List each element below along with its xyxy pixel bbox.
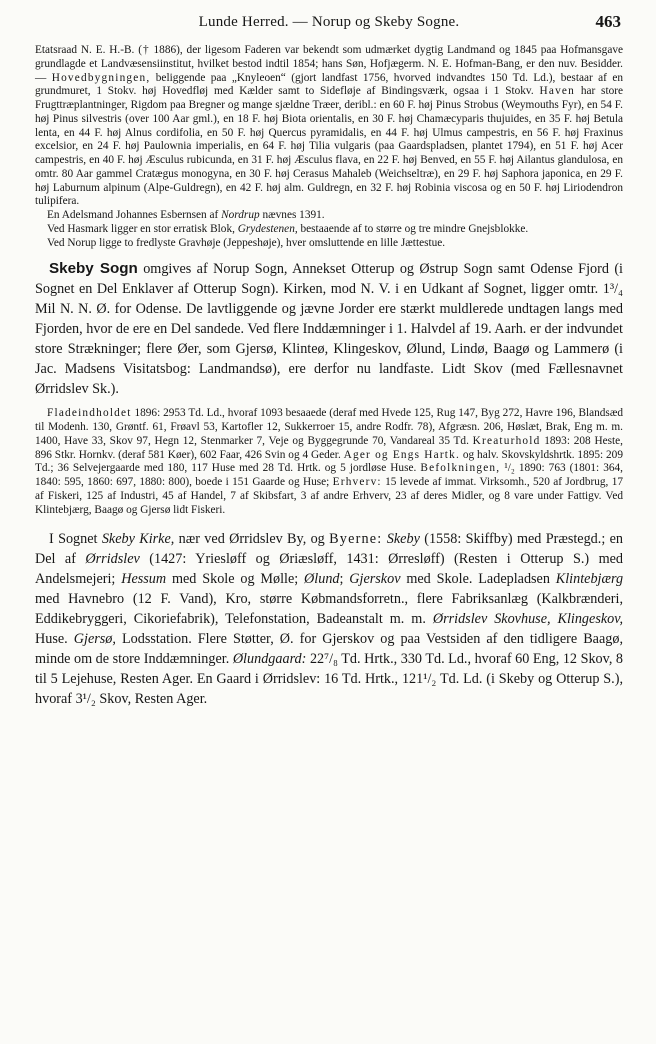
estate-section	[35, 44, 623, 250]
skeby-intro-paragraph: Skeby Sogn omgives af Norup Sogn, Annekset Otterup og Østrup Sogn samt Odense Fjord (i Sognet en Del Enklaver af Otterup Sogn). Kirken, mod N. V. i en Udkant af Sognet, ligger omtr. 1³/₄ Mil N. N. Ø. for Odense. De lavtliggende og jævne Jorder ere stærkt muldlerede undtagen langs med Fjorden, hvor de ere en Del sandede. Ved flere Inddæmninger i 1. Halvdel af 19. Aarh. er der indvundet store Strækninger; flere Øer, som Gjersø, Klinteø, Klingeskov, Ølund, Lindø, Baagø og Lammerø (i Jac. Madsens Visitatsbog: Landmandsø), ere derfor nu landfaste. Lidt Skov (med Fællesnavnet Ørridslev Sk.).	[35, 260, 623, 398]
barrows-paragraph: Ved Norup ligge to fredlyste Gravhøje (Jeppeshøje), hver omsluttende en lille Jættestue.	[47, 236, 446, 249]
boulder-paragraph: Ved Hasmark ligger en stor erratisk Blok, Grydestenen, bestaaende af to større og tre mindre Gnejsblokke.	[47, 222, 529, 235]
page-number: 463	[595, 12, 621, 31]
spaced-term: Haven	[539, 85, 575, 98]
nobleman-paragraph: En Adelsmand Johannes Esbernsen af Nordrup nævnes 1391.	[47, 209, 325, 221]
statistics-section	[35, 407, 623, 517]
statistics-paragraph: Fladeindholdet 1896: 2953 Td. Ld., hvoraf 1093 besaaede (deraf med Hvede 125, Rug 147, Byg 272, Havre 196, Blandsæd til Modenh. 130, Grøntf. 61, Frøavl 53, Kartofler 12, Sukkerroer 15, andre Rodfr. 78), Afgræsn. 206, Høslæt, Brak, Eng m. m. 1400, Have 33, Skov 97, Hegn 12, Stenmarker 7, Veje og Byggegrunde 70, Vandareal 35 Td. Kreaturhold 1893: 208 Heste, 896 Stkr. Hornkv. (deraf 581 Køer), 602 Faar, 426 Svin og 4 Geder. Ager og Engs Hartk. og halv. Skovskyldshrtk. 1895: 209 Td.; 36 Selvejergaarde med 180, 117 Huse med 28 Td. Hrtk. og 5 jordløse Huse. Befolkningen, ¹/₂ 1890: 763 (1801: 364, 1840: 595, 1860: 697, 1880: 800), boede i 151 Gaarde og Huse; Erhverv: 15 levede af immat. Virksomh., 520 af Jordbrug, 17 af Fiskeri, 125 af Industri, 45 af Handel, 7 af Skibsfart, 3 af andre Erhverv, 23 af deres Midler, og 8 vare under Fattigv. Ved Klintebjærg, Baagø og Gjersø lidt Fiskeri.	[35, 407, 624, 516]
estate-paragraph: Etatsraad N. E. H.-B. († 1886), der ligesom Faderen var bekendt som udmærket dygtig Landmand og 1845 paa Hofmansgave grundlagde et Landvæsensiinstitut, hvilket bestod indtil 1854; hans Søn, Hofjægerm. N. E. Hofman-Bang, er den nuv. Besidder. — Hovedbygningen, beliggende paa „Knyleoen“ (gjort landfast 1756, hvorved indvandtes 150 Td. Ld.), bestaar af en grundmuret, 1 Stokv. høj Hovedfløj med Kælder samt to Sidefløje af Bindingsværk, ogsaa i 1 Stokv. Haven har store Frugttræplantninger, Rigdom paa Bregner og mange sjældne Træer, deribl.: en 60 F. høj Pinus Strobus (Weymouths Fyr), en 54 F. høj Pinus silvestris (over 100 Aar gml.), en 18 F. høj Biota orientalis, en 30 F. høj Chamæcyparis thujuides, en 35 F. høj Betula lenta, en 44 F. høj Alnus cordifolia, en 50 F. høj Quercus pyramidalis, en 44 F. høj Ulmus campestris, en 56 F. høj Fraxinus excelsior, en 24 F. høj Paulownia imperialis, en 64 F. høj Tilia vulgaris (paa Gaardspladsen, plantet 1794), en 51 F. høj Acer campestris, en 40 F. høj Æsculus rubicunda, en 31 F. høj Æsculus flava, en 22 F. høj Benved, en 55 F. høj Ailantus glandulosa, en omtr. 80 Aar gammel Cratægus monogyna, en 30 F. høj Cerasus Mahaleb (Weichseltræ), en 29 F. høj Saphora japonica, en 29 F. høj Laburnum alpinum (Alpe-Guldregn), en 42 F. høj alm. Guldregn, en 32 F. høj Robinia viscosa og en 50 F. høj Liriodendron tulipifera.	[35, 44, 624, 208]
section-heading: Skeby Sogn	[49, 260, 138, 278]
villages-paragraph: I Sognet Skeby Kirke, nær ved Ørridslev By, og Byerne: Skeby (1558: Skiffby) med Præstegd.; en Del af Ørridslev (1427: Yriesløff og Øriæsløff, 1431: Ørresløff) (Resten i Otterup S.) med Andelsmejeri; Hessum med Skole og Mølle; Ølund; Gjerskov med Skole. Ladepladsen Klintebjærg med Havnebro (12 F. Vand), Kro, større Købmandsforretn., flere Fabriksanlæg (Kalkbrænderi, Eddikebryggeri, Cikoriefabrik), Telefonstation, Badeanstalt m. m. Ørridslev Skovhuse, Klingeskov, Huse. Gjersø, Lodsstation. Flere Støtter, Ø. for Gjerskov og paa Vestsiden af den tidligere Baagø, minde om de store Inddæmninger. Ølundgaard: 22⁷/₈ Td. Hrtk., 330 Td. Ld., hvoraf 60 Eng, 12 Skov, 8 til 5 Lejehuse, Resten Ager. En Gaard i Ørridslev: 16 Td. Hrtk., 121¹/₂ Td. Ld. (i Skeby og Otterup S.), hvoraf 3¹/₂ Skov, Resten Ager.	[35, 531, 624, 708]
running-head: Lunde Herred. — Norup og Skeby Sogne.	[198, 14, 460, 30]
skeby-intro-section	[35, 259, 623, 399]
villages-section	[35, 529, 623, 709]
page-header	[35, 0, 623, 44]
spaced-term: Hovedbygningen,	[51, 71, 151, 84]
